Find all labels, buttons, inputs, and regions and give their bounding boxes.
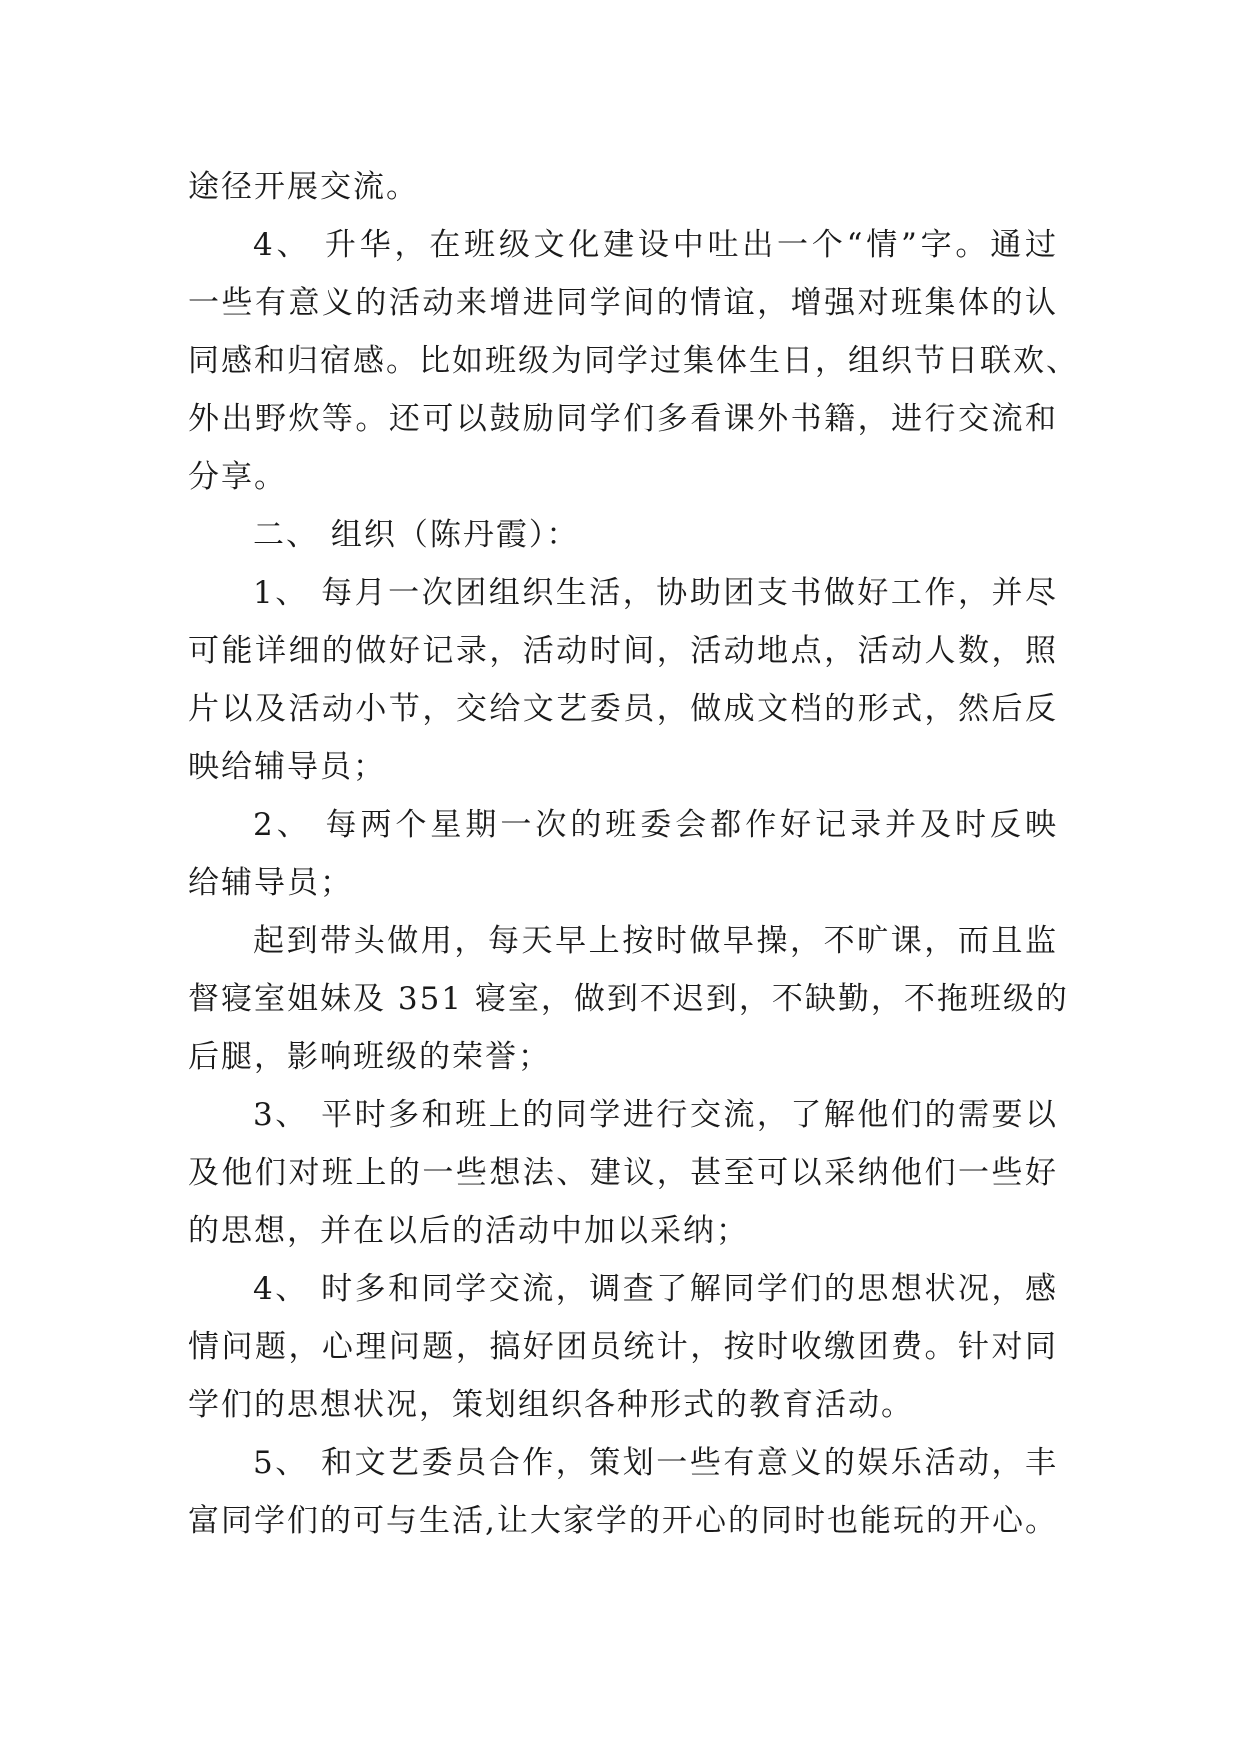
text-line: 可能详细的做好记录，活动时间，活动地点，活动人数，照 [188, 633, 1058, 669]
text-line: 起到带头做用，每天早上按时做早操，不旷课，而且监 [253, 923, 1058, 959]
text-line: 外出野炊等。还可以鼓励同学们多看课外书籍，进行交流和 [188, 401, 1058, 437]
text-line: 同感和归宿感。比如班级为同学过集体生日，组织节日联欢、 [188, 343, 1079, 379]
text-line: 及他们对班上的一些想法、建议，甚至可以采纳他们一些好 [188, 1155, 1058, 1191]
text-line: 3、 平时多和班上的同学进行交流，了解他们的需要以 [253, 1097, 1058, 1133]
text-line: 分享。 [188, 459, 287, 495]
text-line: 4、 升华，在班级文化建设中吐出一个“情”字。通过 [253, 227, 1058, 263]
section-heading: 二、 组织（陈丹霞）： [253, 517, 580, 553]
text-line: 的思想，并在以后的活动中加以采纳； [188, 1213, 749, 1249]
text-line: 片以及活动小节，交给文艺委员，做成文档的形式，然后反 [188, 691, 1058, 727]
text-line: 途径开展交流。 [188, 169, 419, 205]
text-line: 1、 每月一次团组织生活，协助团支书做好工作，并尽 [253, 575, 1058, 611]
text-line: 学们的思想状况，策划组织各种形式的教育活动。 [188, 1387, 914, 1423]
text-line: 一些有意义的活动来增进同学间的情谊，增强对班集体的认 [188, 285, 1058, 321]
text-line: 4、 时多和同学交流，调查了解同学们的思想状况，感 [253, 1271, 1058, 1307]
text-line: 5、 和文艺委员合作，策划一些有意义的娱乐活动，丰 [253, 1445, 1058, 1481]
text-line: 给辅导员； [188, 865, 353, 901]
text-line: 富同学们的可与生活,让大家学的开心的同时也能玩的开心。 [188, 1503, 1058, 1539]
text-line: 情问题，心理问题，搞好团员统计，按时收缴团费。针对同 [188, 1329, 1058, 1365]
text-line: 后腿，影响班级的荣誉； [188, 1039, 551, 1075]
text-line: 督寝室姐妹及 351 寝室，做到不迟到，不缺勤，不拖班级的 [188, 981, 1069, 1017]
text-line: 2、 每两个星期一次的班委会都作好记录并及时反映 [253, 807, 1058, 843]
text-line: 映给辅导员； [188, 749, 386, 785]
